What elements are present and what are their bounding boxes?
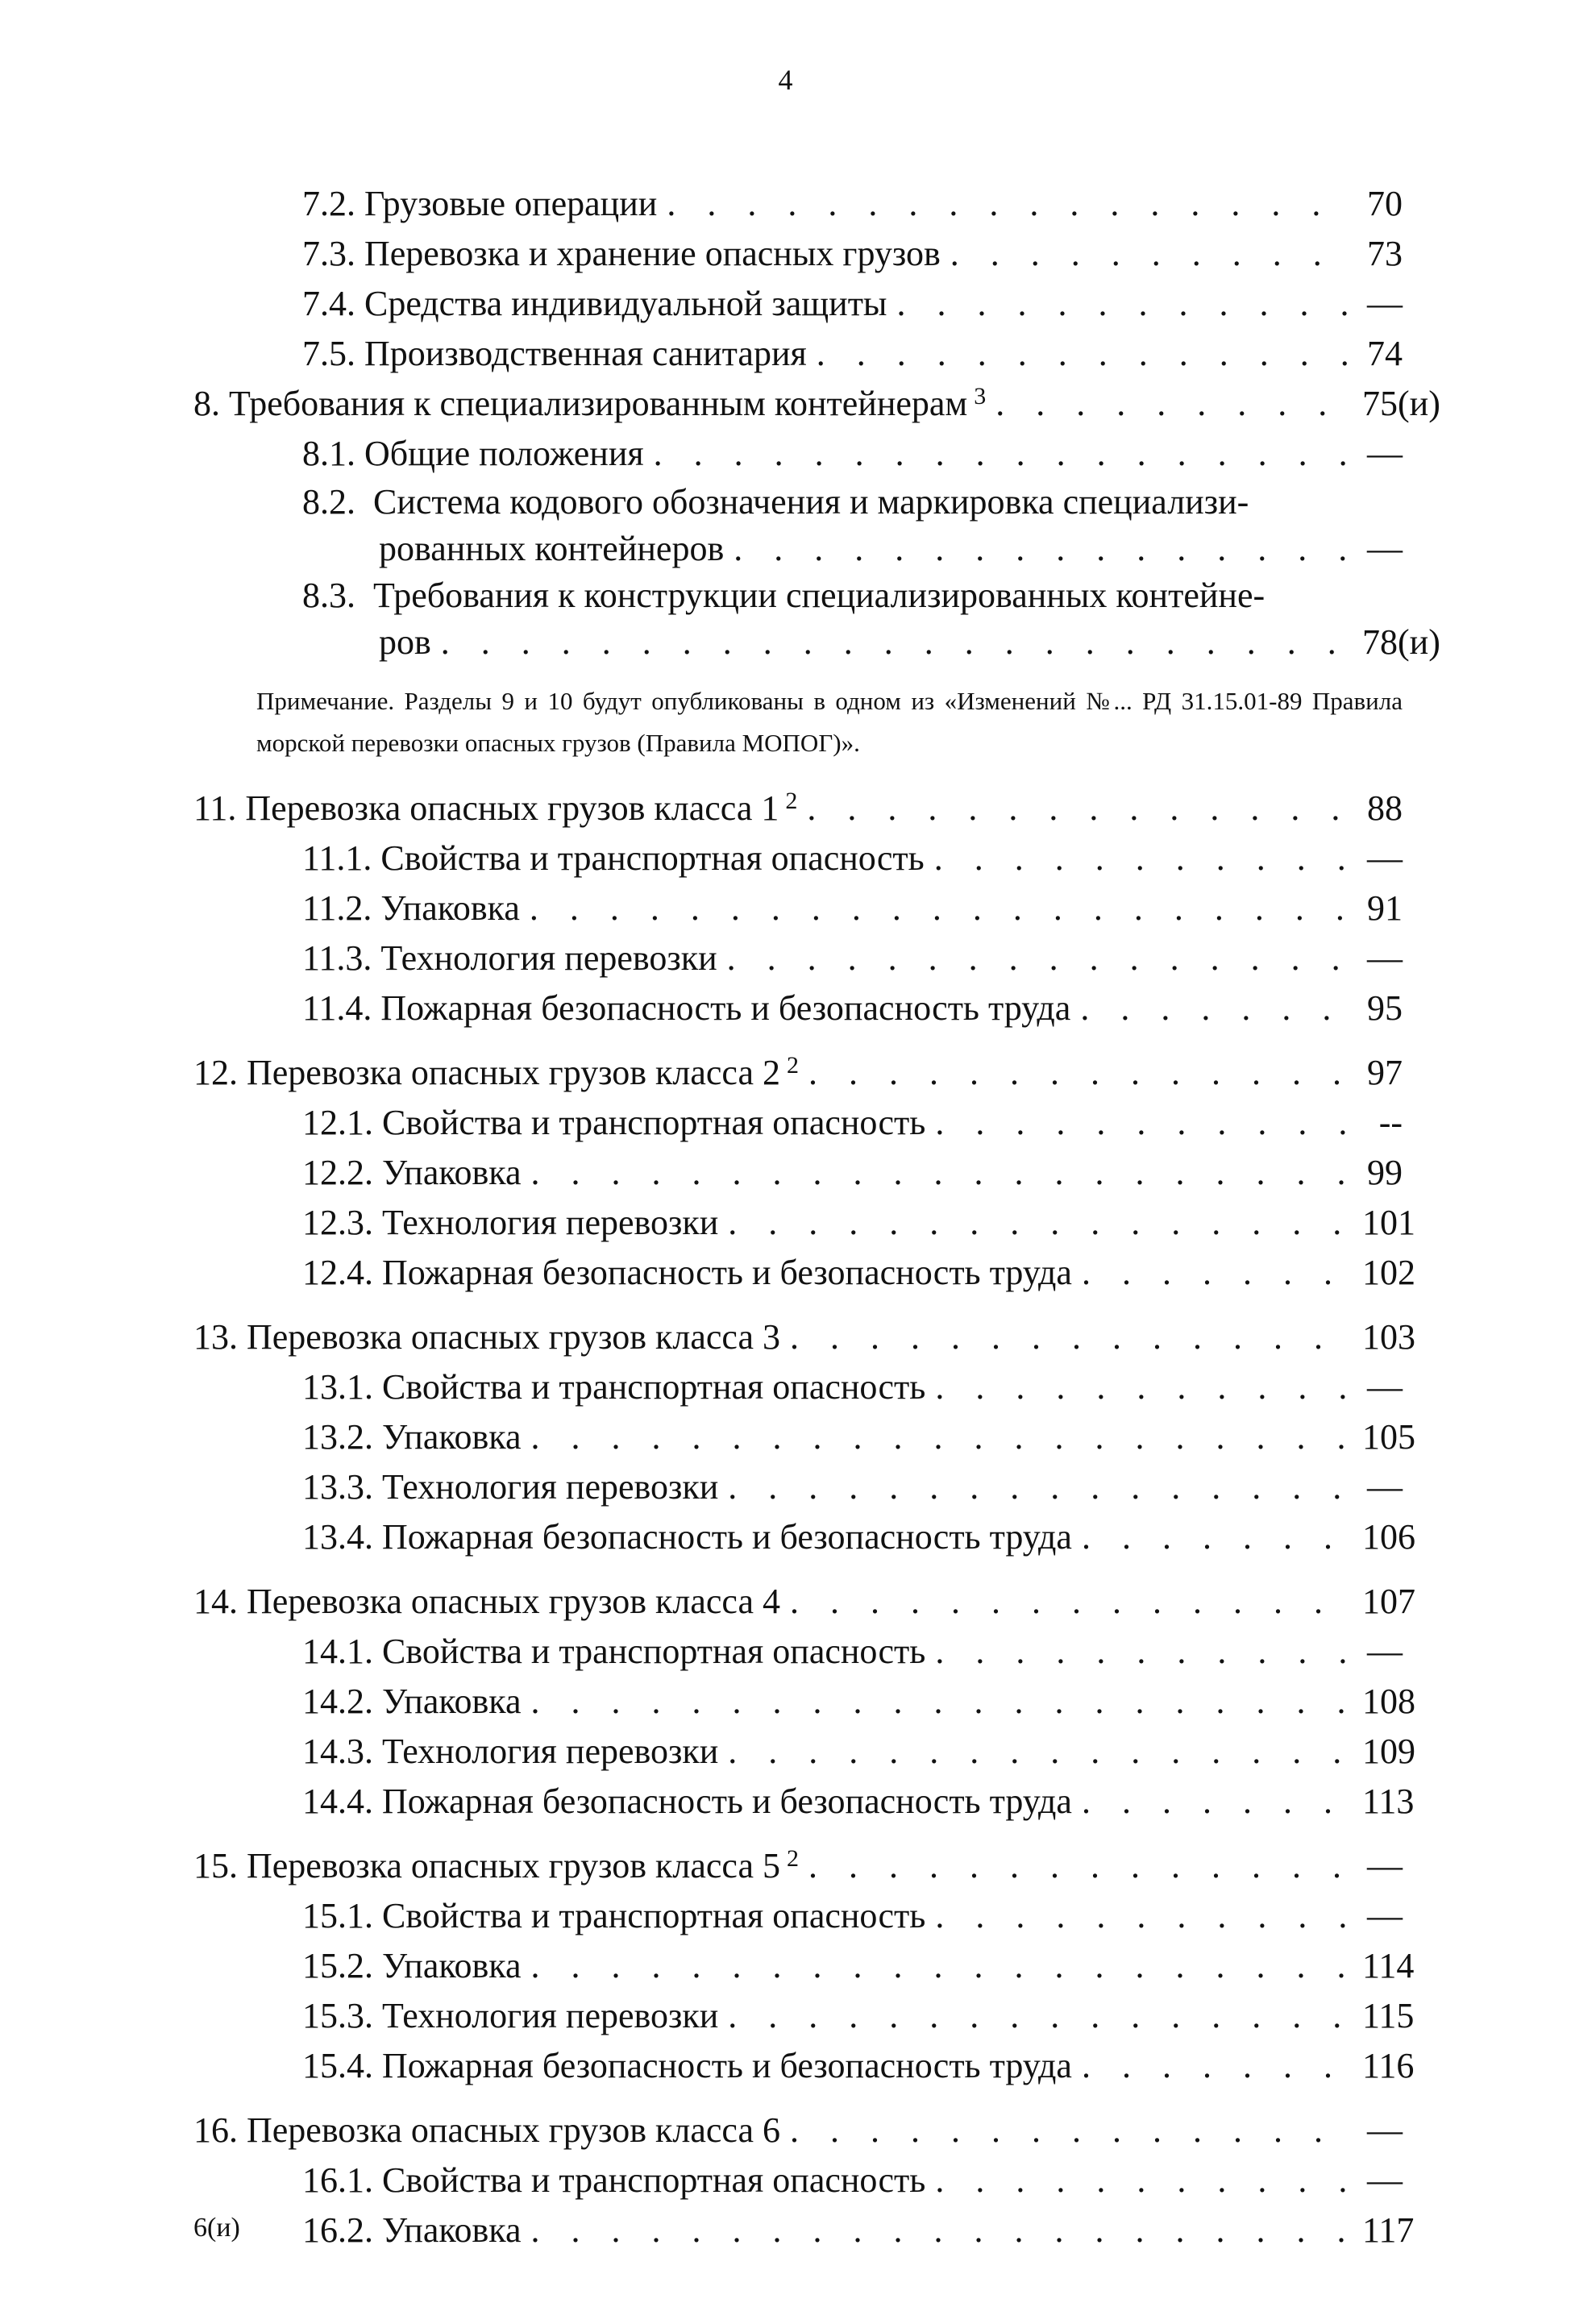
footnote-marker: 2 <box>787 1052 799 1079</box>
entry-title: Пожарная безопасность и безопасность труда <box>382 1781 1072 1821</box>
toc-entry-14-1[interactable] <box>193 1627 1403 1677</box>
entry-number: 16.2. <box>302 2210 373 2250</box>
entry-title: Упаковка <box>382 1417 522 1457</box>
dot-leader <box>934 834 1353 883</box>
section-number: 8. <box>193 384 220 423</box>
entry-page: 105 <box>1362 1417 1415 1457</box>
dot-leader <box>531 2206 1353 2255</box>
entry-number: 14.1. <box>302 1632 373 1671</box>
entry-number: 13.1. <box>302 1367 373 1407</box>
toc-section-12[interactable] <box>193 1048 1403 1098</box>
entry-page: — <box>1367 2160 1403 2200</box>
page-number: 4 <box>778 64 793 96</box>
entry-title: Технология перевозки <box>382 1996 719 2035</box>
entry-page: 78(и) <box>1362 622 1440 662</box>
dot-leader <box>531 1677 1353 1727</box>
dot-leader <box>808 1048 1353 1098</box>
entry-title: Свойства и транспортная опасность <box>382 2160 926 2200</box>
entry-number: 15.1. <box>302 1896 373 1935</box>
entry-title: Пожарная безопасность и безопасность труда <box>382 2046 1072 2085</box>
entry-number: 12.1. <box>302 1103 373 1142</box>
dot-leader <box>667 179 1353 229</box>
entry-page: 114 <box>1362 1946 1415 1985</box>
entry-title: Технология перевозки <box>380 938 717 978</box>
toc-entry-16-1[interactable] <box>193 2156 1403 2206</box>
toc-entry-8-3[interactable] <box>193 572 1440 666</box>
entry-title: Упаковка <box>382 1682 522 1721</box>
entry-title: Свойства и транспортная опасность <box>380 838 925 878</box>
entry-page: 95 <box>1367 988 1403 1028</box>
entry-page: — <box>1367 1467 1403 1507</box>
toc-entry-12-4[interactable] <box>193 1248 1415 1298</box>
dot-leader <box>727 933 1353 983</box>
entry-page: 115 <box>1362 1996 1415 2035</box>
section-page: 75(и) <box>1362 384 1440 423</box>
section-number: 15. <box>193 1846 238 1885</box>
toc-entry-11-2[interactable] <box>193 883 1403 933</box>
section-title: Перевозка опасных грузов класса 2 <box>247 1053 780 1092</box>
entry-number: 14.3. <box>302 1732 373 1771</box>
entry-title: Свойства и транспортная опасность <box>382 1367 926 1407</box>
entry-number: 8.3. <box>302 576 355 615</box>
entry-title: Упаковка <box>382 1946 522 1985</box>
section-title: Требования к специализированным контейнерам <box>229 384 968 423</box>
entry-number: 7.3. <box>302 234 355 273</box>
toc-entry-7-2[interactable] <box>193 179 1403 229</box>
entry-page: 106 <box>1362 1517 1415 1557</box>
entry-title-line2: ров <box>379 622 431 662</box>
toc-entry-12-2[interactable] <box>193 1148 1403 1198</box>
entry-title: Свойства и транспортная опасность <box>382 1896 926 1935</box>
entry-page: 101 <box>1362 1203 1415 1242</box>
section-page: — <box>1367 2110 1403 2150</box>
dot-leader <box>808 1841 1353 1891</box>
toc-entry-12-1[interactable] <box>193 1098 1403 1148</box>
footnote-marker: 2 <box>787 1845 799 1872</box>
dot-leader <box>1082 1512 1353 1562</box>
entry-page: 91 <box>1367 888 1403 928</box>
dot-leader <box>728 1991 1353 2041</box>
entry-number: 11.2. <box>302 888 372 928</box>
section-number: 13. <box>193 1317 238 1357</box>
toc-entry-7-5[interactable] <box>193 329 1403 379</box>
entry-number: 13.3. <box>302 1467 373 1507</box>
entry-number: 13.4. <box>302 1517 373 1557</box>
entry-page: 109 <box>1362 1732 1415 1771</box>
dot-leader <box>817 329 1353 379</box>
toc-entry-11-3[interactable] <box>193 933 1403 983</box>
dot-leader <box>441 619 1353 666</box>
entry-title-line1: Требования к конструкции специализированных контейне- <box>373 576 1266 615</box>
entry-page: 74 <box>1367 334 1403 373</box>
entry-title: Упаковка <box>382 2210 522 2250</box>
entry-page: 99 <box>1367 1153 1403 1192</box>
section-number: 11. <box>193 788 237 828</box>
toc-section-14[interactable] <box>193 1577 1415 1627</box>
toc-entry-11-4[interactable] <box>193 983 1403 1033</box>
section-number: 16. <box>193 2110 238 2150</box>
dot-leader <box>728 1727 1353 1777</box>
entry-number: 12.3. <box>302 1203 373 1242</box>
footnote-marker: 2 <box>785 788 798 814</box>
dot-leader <box>1082 2041 1353 2091</box>
toc-entry-13-4[interactable] <box>193 1512 1415 1562</box>
entry-title: Технология перевозки <box>382 1467 719 1507</box>
entry-page: 102 <box>1362 1253 1415 1292</box>
entry-page: 113 <box>1362 1781 1415 1821</box>
entry-page: — <box>1367 284 1403 323</box>
entry-page: — <box>1367 434 1403 473</box>
entry-number: 16.1. <box>302 2160 373 2200</box>
section-page: 97 <box>1367 1053 1403 1092</box>
section-title: Перевозка опасных грузов класса 5 <box>247 1846 780 1885</box>
dot-leader <box>1082 1248 1353 1298</box>
section-title: Перевозка опасных грузов класса 1 <box>245 788 779 828</box>
entry-page: — <box>1367 529 1403 568</box>
dot-leader <box>790 1312 1353 1362</box>
toc-entry-13-2[interactable] <box>193 1412 1415 1462</box>
entry-number: 12.2. <box>302 1153 373 1192</box>
toc-entry-15-4[interactable] <box>193 2041 1415 2091</box>
dot-leader <box>790 2106 1353 2156</box>
entry-title: Пожарная безопасность и безопасность труда <box>382 1253 1072 1292</box>
entry-title: Пожарная безопасность и безопасность труда <box>382 1517 1072 1557</box>
section-page: 88 <box>1367 788 1403 828</box>
dot-leader <box>935 2156 1353 2206</box>
toc-entry-7-4[interactable] <box>193 279 1403 329</box>
entry-number: 7.5. <box>302 334 355 373</box>
entry-number: 14.4. <box>302 1781 373 1821</box>
entry-number: 15.4. <box>302 2046 373 2085</box>
dot-leader <box>531 1941 1353 1991</box>
toc-entry-11-1[interactable] <box>193 834 1403 883</box>
dot-leader <box>995 379 1353 429</box>
toc-entry-8-2[interactable] <box>193 479 1403 572</box>
entry-number: 11.4. <box>302 988 372 1028</box>
entry-page: — <box>1367 1367 1403 1407</box>
toc-entry-14-2[interactable] <box>193 1677 1415 1727</box>
entry-title: Средства индивидуальной защиты <box>364 284 887 323</box>
entry-number: 15.2. <box>302 1946 373 1985</box>
entry-title: Упаковка <box>382 1153 522 1192</box>
dot-leader <box>807 784 1353 834</box>
toc-entry-7-3[interactable] <box>193 229 1403 279</box>
section-page: 107 <box>1362 1582 1415 1621</box>
toc-section-8[interactable] <box>193 379 1440 429</box>
entry-page: -- <box>1378 1103 1403 1142</box>
entry-page: — <box>1367 838 1403 878</box>
note-paragraph: Примечание. Разделы 9 и 10 будут опубликованы в одном из «Изменений №... РД 31.15.01-89 Правила морской перевозки опасных грузов (Правила МОПОГ)». <box>256 687 1403 757</box>
toc-entry-12-3[interactable] <box>193 1198 1415 1248</box>
entry-number: 15.3. <box>302 1996 373 2035</box>
dot-leader <box>728 1462 1353 1512</box>
toc-entry-16-2[interactable] <box>193 2206 1415 2255</box>
dot-leader <box>530 883 1353 933</box>
dot-leader <box>531 1148 1353 1198</box>
dot-leader <box>1082 1777 1353 1827</box>
entry-number: 7.4. <box>302 284 355 323</box>
toc-entry-15-3[interactable] <box>193 1991 1415 2041</box>
toc-entry-13-3[interactable] <box>193 1462 1403 1512</box>
section-page: 103 <box>1362 1317 1415 1357</box>
toc-entry-14-3[interactable] <box>193 1727 1415 1777</box>
section-number: 12. <box>193 1053 238 1092</box>
entry-title-line1: Система кодового обозначения и маркировка специализи- <box>373 482 1249 522</box>
toc-entry-14-4[interactable] <box>193 1777 1415 1827</box>
section-number: 14. <box>193 1582 238 1621</box>
entry-title: Грузовые операции <box>364 184 658 223</box>
toc-section-16[interactable] <box>193 2106 1403 2156</box>
footer-page-label: 6(и) <box>193 2213 240 2243</box>
entry-title: Свойства и транспортная опасность <box>382 1632 926 1671</box>
entry-page: 108 <box>1362 1682 1415 1721</box>
entry-number: 13.2. <box>302 1417 373 1457</box>
entry-page: 117 <box>1362 2210 1415 2250</box>
entry-title: Перевозка и хранение опасных грузов <box>364 234 941 273</box>
entry-title: Технология перевозки <box>382 1732 719 1771</box>
dot-leader <box>531 1412 1353 1462</box>
entry-title: Пожарная безопасность и безопасность труда <box>380 988 1071 1028</box>
entry-page: 70 <box>1367 184 1403 223</box>
dot-leader <box>935 1362 1353 1412</box>
dot-leader <box>950 229 1353 279</box>
dot-leader <box>935 1627 1353 1677</box>
entry-number: 8.2. <box>302 482 355 522</box>
dot-leader <box>790 1577 1353 1627</box>
table-of-contents <box>193 179 1440 2255</box>
toc-entry-8-1[interactable] <box>193 429 1403 479</box>
dot-leader <box>1080 983 1353 1033</box>
entry-number: 14.2. <box>302 1682 373 1721</box>
toc-section-13[interactable] <box>193 1312 1415 1362</box>
toc-entry-13-1[interactable] <box>193 1362 1403 1412</box>
section-title: Перевозка опасных грузов класса 6 <box>247 2110 780 2150</box>
entry-page: — <box>1367 1896 1403 1935</box>
entry-title: Технология перевозки <box>382 1203 719 1242</box>
entry-number: 12.4. <box>302 1253 373 1292</box>
dot-leader <box>654 429 1353 479</box>
toc-entry-15-1[interactable] <box>193 1891 1403 1941</box>
entry-number: 8.1. <box>302 434 355 473</box>
section-title: Перевозка опасных грузов класса 3 <box>247 1317 780 1357</box>
entry-title: Общие положения <box>364 434 644 473</box>
entry-number: 11.1. <box>302 838 372 878</box>
section-title: Перевозка опасных грузов класса 4 <box>247 1582 780 1621</box>
entry-page: — <box>1367 938 1403 978</box>
entry-title-line2: рованных контейнеров <box>379 529 725 568</box>
dot-leader <box>935 1891 1353 1941</box>
dot-leader <box>734 526 1353 572</box>
toc-section-11[interactable] <box>193 784 1403 834</box>
dot-leader <box>728 1198 1353 1248</box>
section-page: — <box>1367 1846 1403 1885</box>
entry-title: Производственная санитария <box>364 334 807 373</box>
entry-page: — <box>1367 1632 1403 1671</box>
dot-leader <box>935 1098 1353 1148</box>
entry-number: 11.3. <box>302 938 372 978</box>
entry-title: Свойства и транспортная опасность <box>382 1103 926 1142</box>
dot-leader <box>896 279 1353 329</box>
entry-number: 7.2. <box>302 184 355 223</box>
entry-page: 73 <box>1367 234 1403 273</box>
toc-entry-15-2[interactable] <box>193 1941 1415 1991</box>
entry-page: 116 <box>1362 2046 1415 2085</box>
toc-section-15[interactable] <box>193 1841 1403 1891</box>
footnote-marker: 3 <box>974 383 987 410</box>
entry-title: Упаковка <box>380 888 520 928</box>
